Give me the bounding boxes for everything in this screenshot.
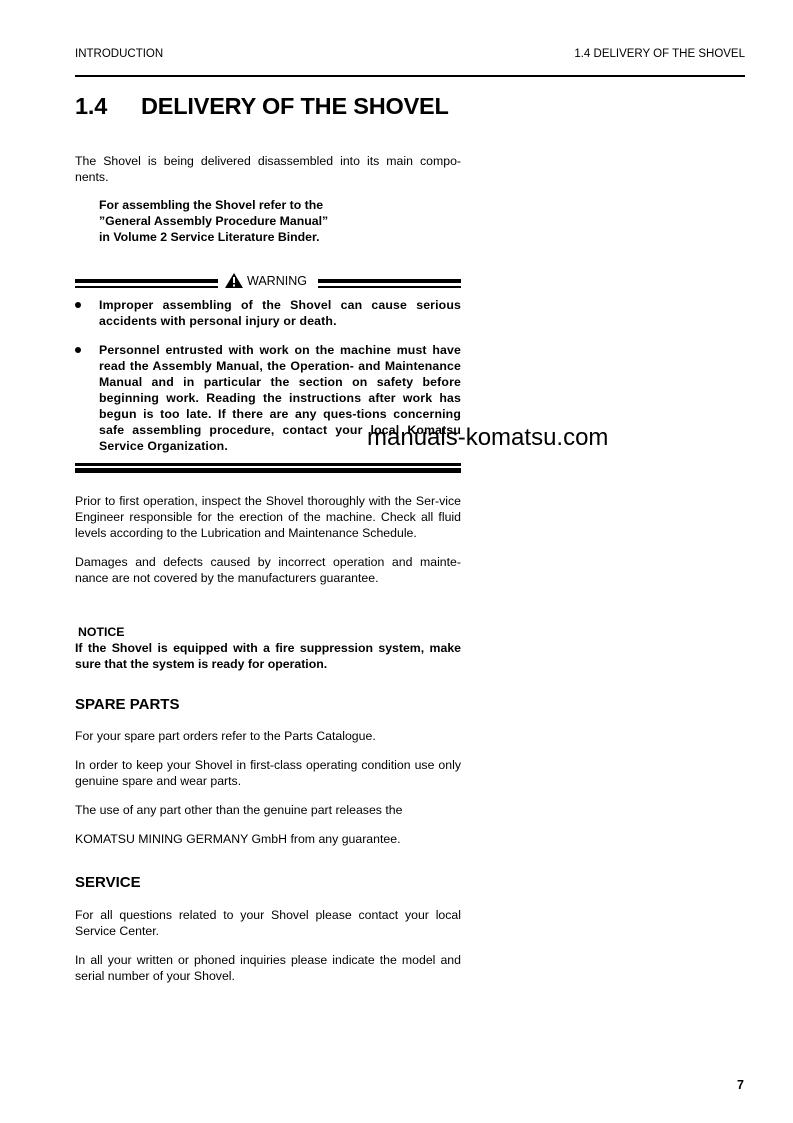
section-number: 1.4 [75, 93, 108, 119]
section-title: DELIVERY OF THE SHOVEL [141, 93, 449, 119]
warning-triangle-icon [225, 273, 243, 288]
inspection-section [75, 493, 461, 586]
warning-header [75, 273, 461, 289]
notice-label: NOTICE [78, 625, 125, 639]
service-paragraph: In all your written or phoned inquiries please indicate the model and serial number of your Shovel. [75, 953, 461, 983]
spare-parts-paragraph: For your spare part orders refer to the Parts Catalogue. [75, 729, 376, 743]
service-heading: SERVICE [75, 874, 141, 891]
bullet-icon [75, 302, 81, 308]
header-chapter: INTRODUCTION [75, 48, 164, 60]
assembly-note-line-1: For assembling the Shovel refer to the [99, 198, 324, 212]
assembly-note-line-3: in Volume 2 Service Literature Binder. [99, 230, 320, 244]
spare-parts-paragraph: The use of any part other than the genuine part releases the [75, 803, 403, 817]
page-title [75, 93, 449, 120]
notice-text: If the Shovel is equipped with a fire suppression system, make sure that the system is ready for operation. [75, 641, 461, 671]
notice-section [75, 624, 461, 672]
warranty-paragraph: Damages and defects caused by incorrect operation and mainte-nance are not covered by the manufacturers guarantee. [75, 555, 461, 585]
intro-section [75, 153, 461, 245]
page-number: 7 [737, 1078, 744, 1092]
inspection-paragraph: Prior to first operation, inspect the Shovel thoroughly with the Ser-vice Engineer responsible for the erection of the machine. Check all fluid levels according to the Lubrication and Maintenance Schedule. [75, 494, 461, 540]
spare-parts-section [75, 696, 461, 847]
header-section: 1.4 DELIVERY OF THE SHOVEL [574, 48, 745, 60]
assembly-note-line-2: ”General Assembly Procedure Manual” [99, 214, 329, 228]
spare-parts-paragraph: KOMATSU MINING GERMANY GmbH from any guarantee. [75, 832, 401, 846]
spare-parts-heading: SPARE PARTS [75, 696, 180, 713]
warning-end-rule [75, 463, 461, 473]
warning-item: Personnel entrusted with work on the machine must have read the Assembly Manual, the Operation- and Maintenance Manual and in particular the section on safety before beginning work. Reading the instructions after work has begun is too late. If there are any ques-tions concerning safe assembling procedure, contact your local Komatsu Service Organization. [75, 342, 461, 454]
spare-parts-paragraph: In order to keep your Shovel in first-class operating condition use only genuine spare and wear parts. [75, 758, 461, 788]
warning-item: Improper assembling of the Shovel can cause serious accidents with personal injury or death. [75, 297, 461, 329]
warning-text: WARNING [247, 273, 307, 288]
page-header [75, 46, 745, 77]
bullet-icon [75, 347, 81, 353]
warning-rule-left [75, 279, 218, 288]
watermark: manuals-komatsu.com [367, 424, 609, 451]
intro-paragraph: The Shovel is being delivered disassembled into its main compo-nents. [75, 154, 461, 184]
warning-label [225, 273, 307, 288]
service-section [75, 874, 461, 984]
warning-rule-right [318, 279, 461, 288]
service-paragraph: For all questions related to your Shovel please contact your local Service Center. [75, 908, 461, 938]
